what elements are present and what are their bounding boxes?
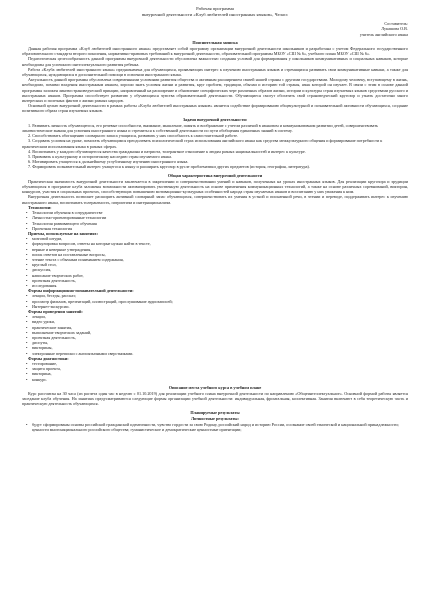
- tasks-heading: Задачи внеурочной деятельности:: [182, 116, 248, 122]
- characteristic-heading: Общая характеристика внеурочной деятельности: [167, 172, 263, 178]
- diagnostics-list: [22, 361, 408, 382]
- list-item: • написание творческих работ,: [22, 273, 408, 278]
- note-paragraph-2: Педагогическая целесообразность данной программы внеурочной деятельности обусловлена важностью создания условий для формирования у школьников коммуникативных и социальных навыков, которые необходимы для успешного интеллектуального развития ребенка.: [22, 56, 408, 67]
- list-item: • лекции,: [22, 314, 408, 319]
- list-item: • Личностно-ориентированные технологии: [22, 215, 408, 220]
- list-item: • мозговой штурм,: [22, 236, 408, 241]
- techniques-list: [22, 236, 408, 288]
- list-item: • конкурс.: [22, 377, 408, 382]
- technologies-list: [22, 210, 408, 231]
- list-item: • круглый стол,: [22, 262, 408, 267]
- info-forms-heading: Формы информационно-познавательной деятельности:: [28, 288, 134, 294]
- place-heading: Описание места учебного курса в учебном плане: [168, 384, 262, 390]
- list-item: • Технология развивающего обучения: [22, 221, 408, 226]
- list-item: • Проектная технология: [22, 226, 408, 231]
- task-item: 3. Создавать условия на уроке, помогать обучающимся преодолевать психологический страх использования английского языка как средства межкультурного общения и формирование потребности к практическим использования языка в разных сферах.: [22, 138, 383, 149]
- list-item: • исследования.: [22, 283, 408, 288]
- author-role: учитель английского языка: [359, 31, 408, 37]
- list-item: • формулировка вопросов, ответы на которые нужно найти в тексте,: [22, 241, 408, 246]
- task-item: 5. Прививать к культурному и историческому наследию стран изучаемого языка.: [28, 154, 173, 160]
- lesson-forms-list: [22, 314, 408, 356]
- document-title: [22, 6, 408, 17]
- task-item: 2. Способствовать обогащению словарного запаса учащихся, развивать у них способность к самостоятельной работе.: [28, 133, 239, 139]
- task-item: 1. Развивать личность обучающегося, его речевые способности, внимание, мышление, память и воображение с учетом различий в языковом и коммуникативном развитии детей, совершенствовать лингвистические знания для усвоения иностранного языка и стремиться к собственной деятельности по пути обобщения единичных знаний в систему.: [22, 122, 378, 134]
- author-label: Составитель:: [384, 21, 408, 27]
- list-item: • видео уроки,: [22, 319, 408, 324]
- characteristic-paragraph-1: Практическая значимость внеурочной деятельности заключается в закреплении и совершенствовании умений и навыков, полученных на уроках иностранных языков. Для реализации кругозора и эрудиции обучающихся в программе клуба заложены возможности активизировать умственную деятельность на основе применения коммуникационных технологий, а также на основе различных соревнований, викторин, конкурсов, участия в социальных проектах, способствующих повышению мотивационно-культурных особенностей народа стран изучаемых языков и воспитанию у них уважения к ним.: [22, 178, 408, 195]
- list-item: • дискуссия,: [22, 267, 408, 272]
- list-item: • практические занятия,: [22, 325, 408, 330]
- list-item: • диспуты,: [22, 340, 408, 345]
- list-item: • защита проекта,: [22, 366, 408, 371]
- tasks-list: [22, 123, 408, 170]
- note-paragraph-4: Актуальность данной программы обусловлена современными условиями развития общества и активным расширением связей нашей страны с другими государствами. Молодому человеку, вступающему в жизнь, необходимо, помимо владения иностранным языком, хорошо знать условия жизни и развития, круг проблем, традиции, обычаи и историю той страны, язык которой он изучает. В связи с этим в основе данной программы заложен лингвострановедческий принцип, направленный на расширение и обновление специфических черт различных образов жизни, истории и культуры стран изучаемых языков средствами русского и иностранных языков. Программа способствует развитию у обучающихся чувства образовательной деятельности. Обучающиеся смогут обогатить свой страноведческий кругозор и узнать достаточно много интересных и полезных фактов о жизни разных народов.: [22, 77, 408, 104]
- task-item: 7. Формировать познавательный интерес учащегося к языку и расширять кругозор в русле проблематики других предметов (история, география, литература).: [28, 164, 310, 170]
- task-item: 4. Воспитывать у каждого обучающегося качества гражданина и патриота, толерантное отношение к людям разных национальностей и интерес к культуре.: [28, 148, 306, 154]
- task-item: 6. Мотивировать учащегося к дальнейшему углубленному изучению иностранного языка.: [28, 159, 189, 165]
- list-item: • чтение текста с обычным пониманием содержания,: [22, 257, 408, 262]
- techniques-heading: Приемы, используемые на занятиях:: [28, 230, 99, 236]
- list-item: • лекции, беседы, рассказ;: [22, 293, 408, 298]
- list-item: • проектная деятельность,: [22, 278, 408, 283]
- list-item: • викторина,: [22, 371, 408, 376]
- list-item: • Интернет-экскурсии.: [22, 304, 408, 309]
- list-item: • Технологии обучения в сотрудничестве: [22, 210, 408, 215]
- list-item: • выполнение творческих заданий,: [22, 330, 408, 335]
- list-item: • будут сформированы основы российской гражданской идентичности, чувство гордости за свою Родину, российский народ и историю России, осознание своей этнической и национальной принадлежности; ценности многонационального российского общества; гуманистическое и демократические ценностные ориентации;: [22, 422, 408, 432]
- info-forms-list: [22, 293, 408, 309]
- technologies-heading: Технологии:: [28, 204, 52, 210]
- list-item: • электронные переписки с англоязычными сверстниками.: [22, 351, 408, 356]
- note-paragraph-1: Данная рабочая программа «Клуб любителей иностранного языка» представляет собой программу организации внеурочной деятельности школьников и разработана с учетом Федерального государственного образовательного стандарта второго поколения, нормативно-правовых требований к внеурочной деятельности, образовательной программы МБОУ «СШ № 6», учебного плана МБОУ «СШ № 6».: [22, 46, 408, 57]
- results-heading: Планируемые результаты: [190, 409, 240, 415]
- title-line-1: Рабочая программа: [196, 6, 234, 11]
- author-name: Лукашова О.В.: [381, 26, 408, 32]
- lesson-forms-heading: Формы проведения занятий:: [28, 308, 83, 314]
- results-subheading: Личностные результаты:: [191, 415, 239, 421]
- list-item: • верные и неверные утверждения,: [22, 247, 408, 252]
- author-block: [22, 21, 408, 37]
- diagnostics-heading: Формы диагностики:: [28, 355, 69, 361]
- explanatory-note-heading: Пояснительная записка: [192, 39, 238, 45]
- list-item: • викторины,: [22, 345, 408, 350]
- list-item: • проектная деятельность,: [22, 335, 408, 340]
- results-list: [22, 422, 408, 432]
- characteristic-paragraph-2: Внеурочная деятельность позволяет расширить активный словарный запас обучающихся, совершенствовать их умения в устной и письменной речи, в чтении и переводе, поддерживать интерес к изучению иностранного языка, воспитывать толерантность, патриотизм и интернационализм.: [22, 194, 408, 205]
- list-item: • поиск ответов на поставленные вопросы,: [22, 252, 408, 257]
- list-item: • тестирование,: [22, 361, 408, 366]
- note-paragraph-3: Работа «Клуба любителей иностранного языка» предназначена для обучающихся, проявляющих интерес к изучению иностранных языков и стремящихся развивать свои коммуникативные навыки, а также для обучающихся, нуждающихся в дополнительной помощи в освоении иностранного языка.: [22, 66, 408, 78]
- note-paragraph-5: Основной целью внеурочной деятельности в рамках работы «Клуба любителей иностранных языков» является содействие формированию общекультурной и познавательной активности обучающихся, создание позитивного образа стран изучаемых языков.: [22, 103, 408, 114]
- title-line-2: внеурочной деятельности «Клуб любителей иностранных языков», Челасс: [141, 11, 289, 17]
- list-item: • просмотр фильмов, презентаций, иллюстраций, прослушивание аудиозаписей;: [22, 299, 408, 304]
- place-paragraph: Курс рассчитан на 30 часа (из расчета один час в неделю с 01.10.2019) для реализации учебного плана внеурочной деятельности по направлению «Общеинтеллектуальное». Основной формой работы является заседание клуба обучения. На занятиях предусматриваются следующие формы организации учебной деятельности: индивидуальная, фронтальная, коллективная. Занятия включают в себя теоретическую часть и практическую деятельность обучающихся.: [22, 391, 408, 407]
